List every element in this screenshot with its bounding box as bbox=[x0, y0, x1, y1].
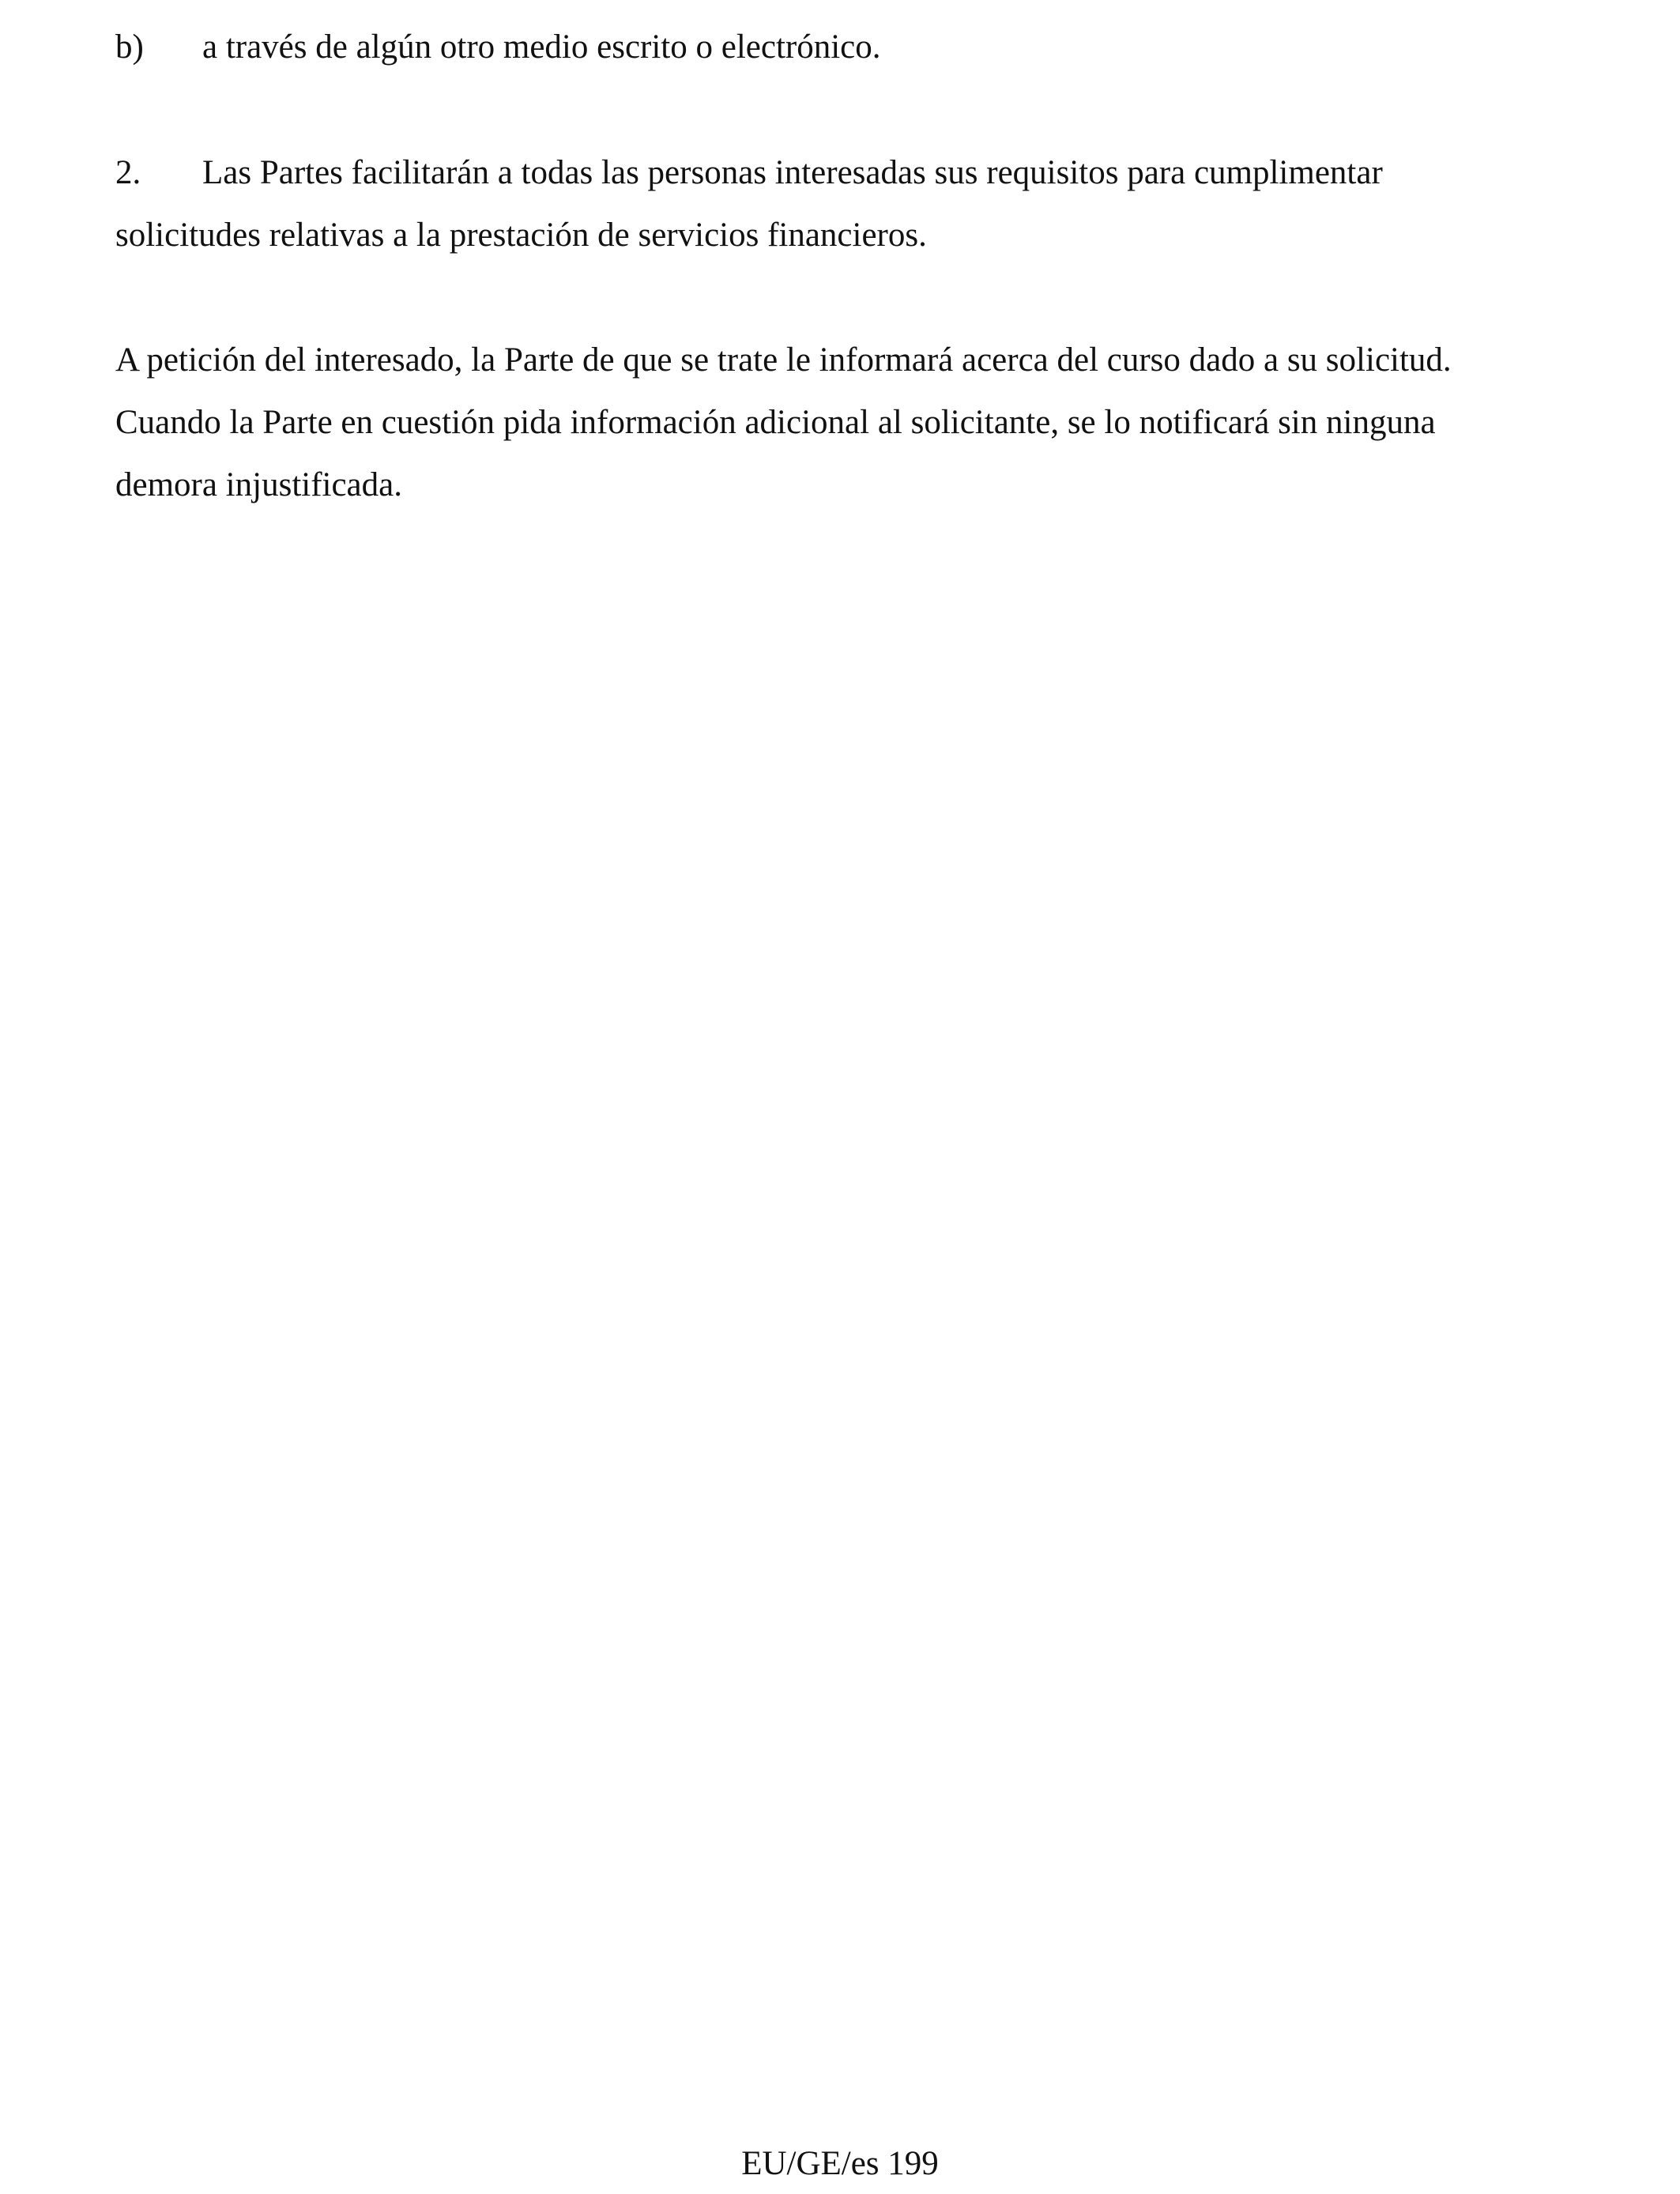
page-footer-reference: EU/GE/es 199 bbox=[741, 2145, 939, 2182]
paragraph-line: solicitudes relativas a la prestación de servicios financieros. bbox=[115, 217, 927, 254]
list-item-text: a través de algún otro medio escrito o electrónico. bbox=[202, 28, 881, 66]
paragraph-line: Cuando la Parte en cuestión pida información adicional al solicitante, se lo notificará sin ninguna bbox=[115, 404, 1436, 441]
paragraph-line: Las Partes facilitarán a todas las personas interesadas sus requisitos para cumplimentar bbox=[202, 154, 1383, 191]
list-marker: b) bbox=[115, 28, 144, 66]
paragraph-line: A petición del interesado, la Parte de que se trate le informará acerca del curso dado a su solicitud. bbox=[115, 341, 1452, 379]
paragraph-number: 2. bbox=[115, 154, 141, 191]
paragraph-line: demora injustificada. bbox=[115, 466, 402, 503]
